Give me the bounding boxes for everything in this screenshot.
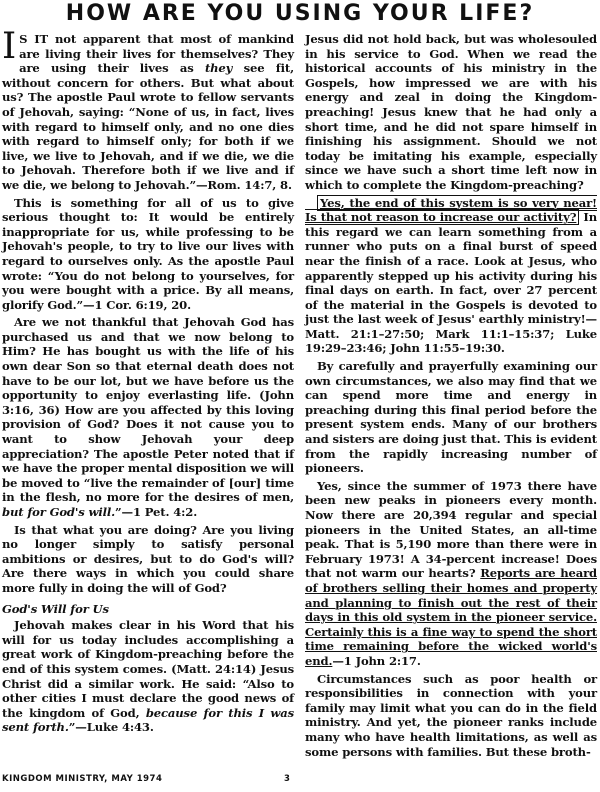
underlined-passage: Reports are heard of brothers selling their homes and property and planning to finish out the rest of their days in this old system in the pioneer service. Certainly this is a fine way to spend the short time remaining before the wicked world's end. bbox=[305, 566, 597, 668]
paragraph-5 bbox=[2, 618, 294, 735]
paragraph-1 bbox=[2, 26, 294, 193]
page-footer bbox=[2, 774, 598, 788]
left-column bbox=[2, 26, 294, 738]
paragraph-text: see fit, without concern for others. But what about us? The apostle Paul wrote to fellow servants of Jehovah, saying: “None of us, in fact, lives with regard to himself only, and no one dies with regard to himself only; for both if we live, we live to Jehovah, and if we die, we die to Jehovah. Therefore both if we live and if we die, we belong to Jehovah.”—Rom. 14:7, 8. bbox=[2, 61, 294, 192]
paragraph-text: S IT not apparent that most of mankind are living their lives for themselves? They are using their lives as bbox=[19, 32, 294, 76]
emphasis-text: they bbox=[204, 61, 233, 76]
paragraph-6: Jesus did not hold back, but was wholesouled in his service to God. When we read the historical accounts of his ministry in the Gospels, how impressed we are with his energy and zeal in doing the Kingdom-preaching! Jesus knew that he had only a short time, and he did not spare himself in finishing his assignment. Should we not today be imitating his example, especially since we have such a short time left now in which to complete the Kingdom-preaching? bbox=[305, 32, 597, 192]
highlighted-sentence: Yes, the end of this system is so very near! Is that not reason to increase our activity? bbox=[305, 195, 597, 225]
page-number: 3 bbox=[284, 774, 291, 784]
paragraph-text: In this regard we can learn something from a runner who puts on a final burst of speed near the finish of a race. Look at Jesus, who apparently stepped up his activity during his final days on earth. In fact, over 27 percent of the material in the Gospels is devoted to just the last week of Jesus' earthly ministry!—Matt. 21:1–27:50; Mark 11:1–15:37; Luke 19:29–23:46; John 11:55–19:30. bbox=[305, 210, 597, 356]
paragraph-text: Jehovah makes clear in his Word that his will for us today includes accomplishing a great work of Kingdom-preaching before the end of this system comes. (Matt. 24:14) Jesus Christ did a similar work. He said: “Also to other cities I must declare the good news of the kingdom of God, bbox=[2, 618, 294, 720]
paragraph-10: Circumstances such as poor health or responsibilities in connection with your family may limit what you can do in the field ministry. And yet, the pioneer ranks include many who have health limitations, as well as some persons with families. But these broth- bbox=[305, 671, 597, 759]
section-subheading: God's Will for Us bbox=[2, 601, 109, 616]
paragraph-9 bbox=[305, 479, 597, 669]
paragraph-text: Are we not thankful that Jehovah God has purchased us and that we now belong to Him? He has bought us with the life of his own dear Son so that eternal death does not have to be our lot, but we have before us the opportunity to enjoy everlasting life. (John 3:16, 36) How are you affected by this loving provision of God? Does it not cause you to want to show Jehovah your deep appreciation? The apostle Peter noted that if we have the proper mental disposition we will be moved to “live the remainder of [our] time in the flesh, no more for the desires of men, bbox=[2, 315, 294, 505]
paragraph-3 bbox=[2, 315, 294, 519]
paragraph-4: Is that what you are doing? Are you living no longer simply to satisfy personal ambitions or desires, but to do God's will? Are there ways in which you could share more fully in doing the will of God? bbox=[2, 522, 294, 595]
paragraph-text: ”—Luke 4:43. bbox=[68, 720, 154, 735]
paragraph-text: ”—1 Pet. 4:2. bbox=[115, 505, 198, 519]
right-column bbox=[305, 32, 597, 762]
paragraph-text: Yes, since the summer of 1973 there have been new peaks in pioneers every month. Now there are 20,394 regular and special pioneers in the United States, an all-time peak. That is 5,190 more than there were in February 1973! A 34-percent increase! Does that not warm our hearts? bbox=[305, 478, 597, 581]
emphasis-text: because for this I was sent forth. bbox=[2, 705, 294, 735]
drop-cap: I bbox=[2, 26, 17, 67]
paragraph-2: This is something for all of us to give serious thought to: It would be entirely inappropriate for us, while professing to be Jehovah's people, to try to live our lives with regard to ourselves only. As the apostle Paul wrote: “You do not belong to yourselves, for you were bought with a price. By all means, glorify God.”—1 Cor. 6:19, 20. bbox=[2, 195, 294, 312]
emphasis-text: but for God's will. bbox=[2, 505, 116, 519]
publication-name: KINGDOM MINISTRY, MAY 1974 bbox=[2, 774, 163, 784]
paragraph-text: —1 John 2:17. bbox=[332, 653, 421, 668]
paragraph-7 bbox=[305, 196, 597, 357]
page-title: HOW ARE YOU USING YOUR LIFE? bbox=[65, 1, 535, 26]
paragraph-8: By carefully and prayerfully examining our own circumstances, we also may find that we can spend more time and energy in preaching during this final period before the present system ends. Many of our brothers and sisters are doing just that. This is evident from the rapidly increasing number of pioneers. bbox=[305, 359, 597, 476]
